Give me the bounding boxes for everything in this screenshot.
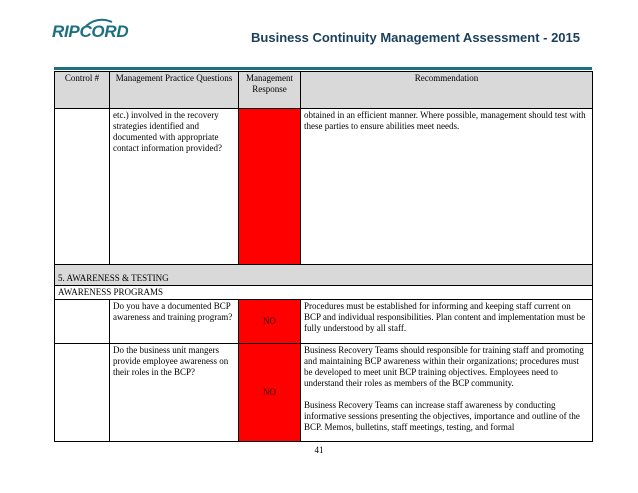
recommendation-cell	[301, 344, 593, 442]
assessment-table	[54, 71, 593, 442]
page-number: 41	[314, 445, 324, 455]
table-row	[55, 300, 593, 344]
recommendation-cell: obtained in an efficient manner. Where possible, management should test with these parties to ensure abilities meet needs.	[301, 109, 593, 265]
logo-text: RIPCORD	[52, 22, 129, 41]
col-header-question: Management Practice Questions	[110, 72, 239, 109]
response-cell: NO	[239, 344, 301, 442]
subsection-row	[55, 286, 593, 300]
subsection-title: AWARENESS PROGRAMS	[55, 286, 593, 300]
header-rule	[54, 67, 592, 70]
col-header-response: Management Response	[239, 72, 301, 109]
question-cell: Do you have a documented BCP awareness and training program?	[110, 300, 239, 344]
recommendation-cell: Procedures must be established for informing and keeping staff current on BCP and individual responsibilities. Plan content and implementation must be fully understood by all staff.	[301, 300, 593, 344]
control-cell	[55, 344, 110, 442]
table-row	[55, 109, 593, 265]
section-title: 5. AWARENESS & TESTING	[55, 265, 593, 286]
col-header-recommendation: Recommendation	[301, 72, 593, 109]
question-cell: etc.) involved in the recovery strategies identified and documented with appropriate contact information provided?	[110, 109, 239, 265]
control-cell	[55, 300, 110, 344]
col-header-control: Control #	[55, 72, 110, 109]
response-cell: NO	[239, 300, 301, 344]
document-title: Business Continuity Management Assessment - 2015	[251, 30, 580, 45]
table-row	[55, 344, 593, 442]
response-cell	[239, 109, 301, 265]
section-row	[55, 265, 593, 286]
question-cell: Do the business unit mangers provide employee awareness on their roles in the BCP?	[110, 344, 239, 442]
recommendation-paragraph: Business Recovery Teams can increase staff awareness by conducting informative sessions presenting the objectives, importance and outline of the BCP. Memos, bulletins, staff meetings, testing, and formal	[304, 400, 580, 432]
logo-swoosh-icon	[84, 18, 114, 28]
recommendation-paragraph: Business Recovery Teams should responsible for training staff and promoting and maintaining BCP awareness within their organizations; procedures must be developed to meet unit BCP training objectives. Employees need to understand their roles as members of the BCP community.	[304, 345, 584, 388]
control-cell	[55, 109, 110, 265]
table-header-row	[55, 72, 593, 109]
